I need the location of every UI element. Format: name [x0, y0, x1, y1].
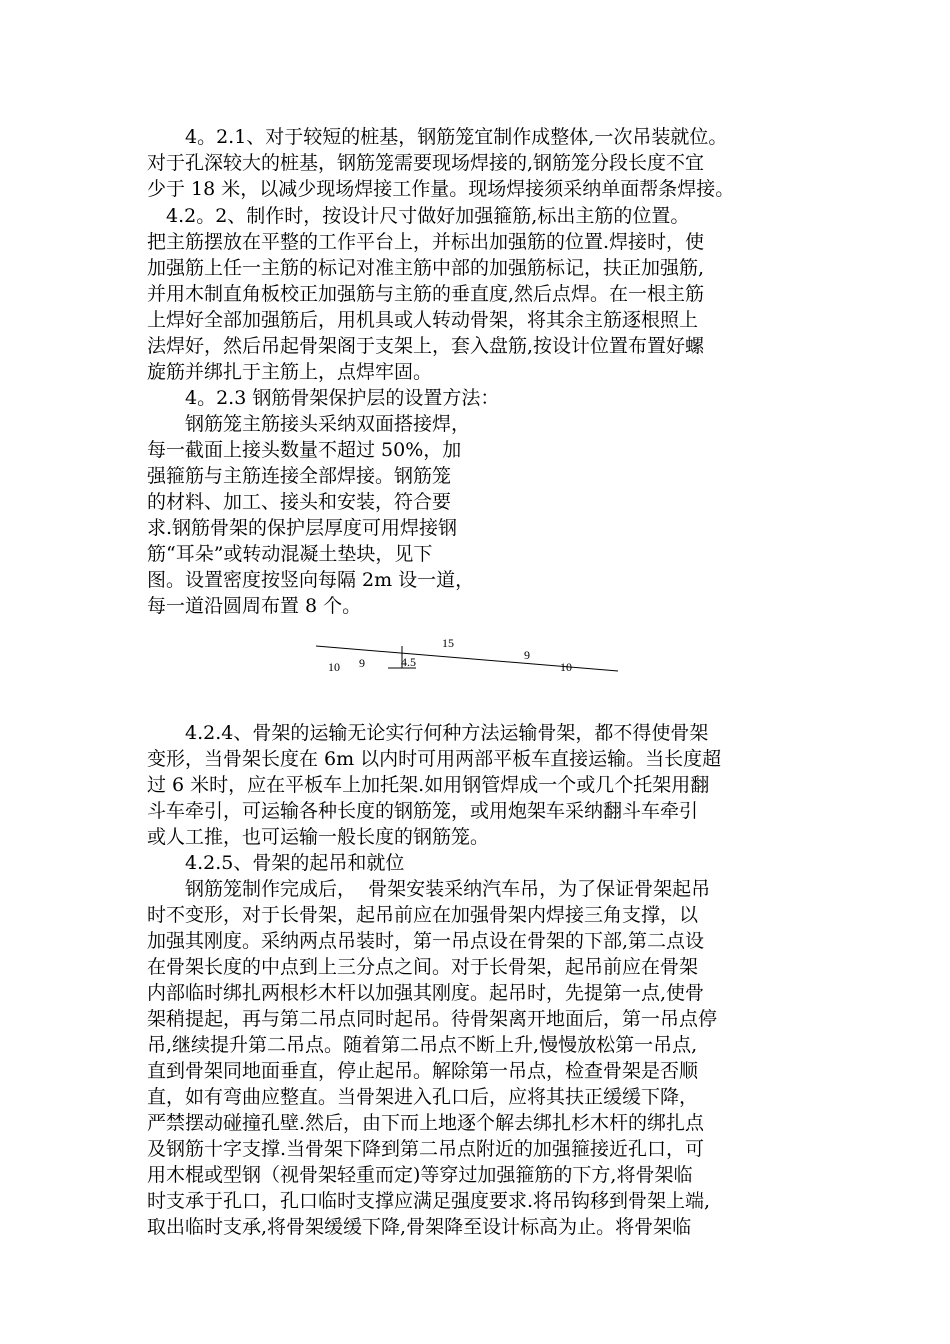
paragraph-line: 的材料、加工、接头和安装，符合要: [147, 491, 452, 513]
paragraph-line: 架稍提起，再与第二吊点同时起吊。待骨架离开地面后，第一吊点停: [147, 1008, 718, 1030]
paragraph-line: 及钢筋十字支撑.当骨架下降到第二吊点附近的加强箍接近孔口，可: [147, 1138, 705, 1160]
diagram-label: 9: [524, 648, 530, 662]
diagram-label: 9: [359, 656, 365, 670]
paragraph-line: 旋筋并绑扎于主筋上，点焊牢固。: [147, 361, 433, 383]
paragraph-line: 求.钢筋骨架的保护层厚度可用焊接钢: [147, 517, 458, 539]
paragraph-line: 把主筋摆放在平整的工作平台上，并标出加强筋的位置.焊接时，使: [147, 231, 705, 253]
paragraph-line: 取出临时支承,将骨架缓缓下降,骨架降至设计标高为止。将骨架临: [147, 1216, 692, 1238]
paragraph-line: 法焊好，然后吊起骨架阁于支架上，套入盘筋,按设计位置布置好螺: [147, 335, 705, 357]
paragraph-line: 4.2。2、制作时，按设计尺寸做好加强箍筋,标出主筋的位置。: [147, 205, 690, 227]
paragraph-line: 直到骨架同地面垂直，停止起吊。解除第一吊点，检查骨架是否顺: [147, 1060, 699, 1082]
paragraph-line: 筋“耳朵”或转动混凝土垫块，见下: [147, 543, 433, 565]
paragraph-line: 或人工推，也可运输一般长度的钢筋笼。: [147, 826, 490, 848]
paragraph-line: 严禁摆动碰撞孔壁.然后，由下而上地逐个解去绑扎杉木杆的绑扎点: [147, 1112, 705, 1134]
section-heading: 4。2.3 钢筋骨架保护层的设置方法：: [147, 387, 500, 409]
paragraph-line: 变形，当骨架长度在 6m 以内时可用两部平板车直接运输。当长度超: [147, 748, 722, 770]
diagram-label: 4.5: [401, 655, 416, 669]
diagram-label: 15: [442, 636, 454, 650]
paragraph-line: 过 6 米时，应在平板车上加托架.如用钢管焊成一个或几个托架用翻: [147, 774, 710, 796]
section-heading: 4.2.5、骨架的起吊和就位: [147, 852, 405, 874]
spacer-diagram: [300, 628, 640, 688]
diagram-label: 10: [560, 660, 572, 674]
paragraph-line: 钢筋笼制作完成后， 骨架安装采纳汽车吊，为了保证骨架起吊: [147, 878, 711, 900]
paragraph-line: 钢筋笼主筋接头采纳双面搭接焊，: [147, 413, 471, 435]
paragraph-line: 斗车牵引，可运输各种长度的钢筋笼，或用炮架车采纳翻斗车牵引: [147, 800, 699, 822]
paragraph-line: 时不变形，对于长骨架，起吊前应在加强骨架内焊接三角支撑，以: [147, 904, 699, 926]
paragraph-line: 4.2.4、骨架的运输无论实行何种方法运输骨架，都不得使骨架: [147, 722, 709, 744]
paragraph-line: 图。设置密度按竖向每隔 2m 设一道，: [147, 569, 475, 591]
paragraph-line: 直，如有弯曲应整直。当骨架进入孔口后，应将其扶正缓缓下降，: [147, 1086, 699, 1108]
paragraph-line: 强箍筋与主筋连接全部焊接。钢筋笼: [147, 465, 452, 487]
paragraph-line: 上焊好全部加强筋后，用机具或人转动骨架，将其余主筋逐根照上: [147, 309, 699, 331]
paragraph-line: 时支承于孔口，孔口临时支撑应满足强度要求.将吊钩移到骨架上端,: [147, 1190, 711, 1212]
paragraph-line: 对于孔深较大的桩基，钢筋笼需要现场焊接的,钢筋笼分段长度不宜: [147, 152, 705, 174]
paragraph-line: 加强筋上任一主筋的标记对准主筋中部的加强筋标记，扶正加强筋,: [147, 257, 705, 279]
paragraph-line: 加强其刚度。采纳两点吊装时，第一吊点设在骨架的下部,第二点设: [147, 930, 705, 952]
paragraph-line: 少于 18 米，以减少现场焊接工作量。现场焊接须采纳单面帮条焊接。: [147, 178, 735, 200]
paragraph-line: 内部临时绑扎两根杉木杆以加强其刚度。起吊时，先提第一点,使骨: [147, 982, 705, 1004]
paragraph-line: 并用木制直角板校正加强筋与主筋的垂直度,然后点焊。在一根主筋: [147, 283, 705, 305]
paragraph-line: 吊,继续提升第二吊点。随着第二吊点不断上升,慢慢放松第一吊点,: [147, 1034, 698, 1056]
paragraph-line: 每一道沿圆周布置 8 个。: [147, 595, 362, 617]
paragraph-line: 4。2.1、对于较短的桩基，钢筋笼宜制作成整体,一次吊装就位。: [147, 126, 728, 148]
paragraph-line: 在骨架长度的中点到上三分点之间。对于长骨架，起吊前应在骨架: [147, 956, 699, 978]
diagram-label: 10: [328, 660, 340, 674]
paragraph-line: 每一截面上接头数量不超过 50%，加: [147, 439, 462, 461]
paragraph-line: 用木棍或型钢（视骨架轻重而定)等穿过加强箍筋的下方,将骨架临: [147, 1164, 693, 1186]
